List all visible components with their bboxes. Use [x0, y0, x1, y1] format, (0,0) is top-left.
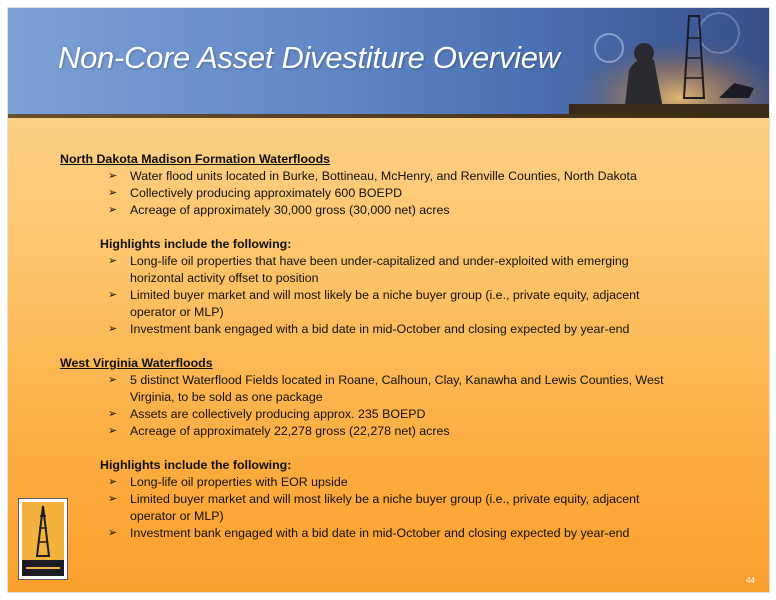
header-banner: [8, 8, 769, 114]
arrow-bullet-icon: ➢: [108, 425, 118, 437]
arrow-bullet-icon: ➢: [108, 323, 118, 335]
header-divider: [8, 114, 769, 118]
section-title-west-virginia: West Virginia Waterfloods: [60, 356, 213, 370]
list-item: ➢ Investment bank engaged with a bid date in mid-October and closing expected by year-end: [108, 526, 630, 540]
section-title-north-dakota: North Dakota Madison Formation Waterfloods: [60, 152, 331, 166]
list-item: ➢ Assets are collectively producing approx. 235 BOEPD: [108, 407, 426, 421]
list-item: ➢ Collectively producing approximately 600 BOEPD: [108, 186, 403, 200]
arrow-bullet-icon: ➢: [108, 204, 118, 216]
list-item: ➢ Limited buyer market and will most likely be a niche buyer group (i.e., private equity, adjacent operator or MLP): [108, 492, 640, 523]
arrow-bullet-icon: ➢: [108, 476, 118, 488]
bullet-list: [60, 372, 750, 440]
list-item: ➢ Limited buyer market and will most likely be a niche buyer group (i.e., private equity, adjacent operator or MLP): [108, 288, 640, 319]
arrow-bullet-icon: ➢: [108, 170, 118, 182]
company-logo: [18, 498, 68, 580]
arrow-bullet-icon: ➢: [108, 255, 118, 267]
list-item: ➢ Acreage of approximately 30,000 gross (30,000 net) acres: [108, 203, 450, 217]
list-item: ➢ Water flood units located in Burke, Bottineau, McHenry, and Renville Counties, North Dakota: [108, 169, 637, 183]
arrow-bullet-icon: ➢: [108, 493, 118, 505]
bullet-list: [60, 168, 750, 219]
oil-field-header-image: [569, 8, 769, 114]
page-title: Non-Core Asset Divestiture Overview: [58, 40, 560, 75]
content-body: [60, 151, 750, 542]
arrow-bullet-icon: ➢: [108, 187, 118, 199]
list-item: ➢ Long-life oil properties with EOR upside: [108, 475, 348, 489]
list-item: ➢ 5 distinct Waterflood Fields located in Roane, Calhoun, Clay, Kanawha and Lewis Counties, West Virginia, to be sold as one package: [108, 373, 664, 404]
list-item: ➢ Acreage of approximately 22,278 gross (22,278 net) acres: [108, 424, 450, 438]
slide: [8, 8, 769, 592]
highlights-heading: Highlights include the following:: [100, 237, 292, 251]
bullet-list: [60, 253, 750, 338]
page-number: 44: [746, 576, 755, 585]
arrow-bullet-icon: ➢: [108, 408, 118, 420]
highlights-heading: Highlights include the following:: [100, 458, 292, 472]
list-item: ➢ Long-life oil properties that have been under-capitalized and under-exploited with emerging horizontal activity offset to position: [108, 254, 629, 285]
list-item: ➢ Investment bank engaged with a bid date in mid-October and closing expected by year-end: [108, 322, 630, 336]
arrow-bullet-icon: ➢: [108, 527, 118, 539]
bullet-list: [60, 474, 750, 542]
arrow-bullet-icon: ➢: [108, 289, 118, 301]
arrow-bullet-icon: ➢: [108, 374, 118, 386]
